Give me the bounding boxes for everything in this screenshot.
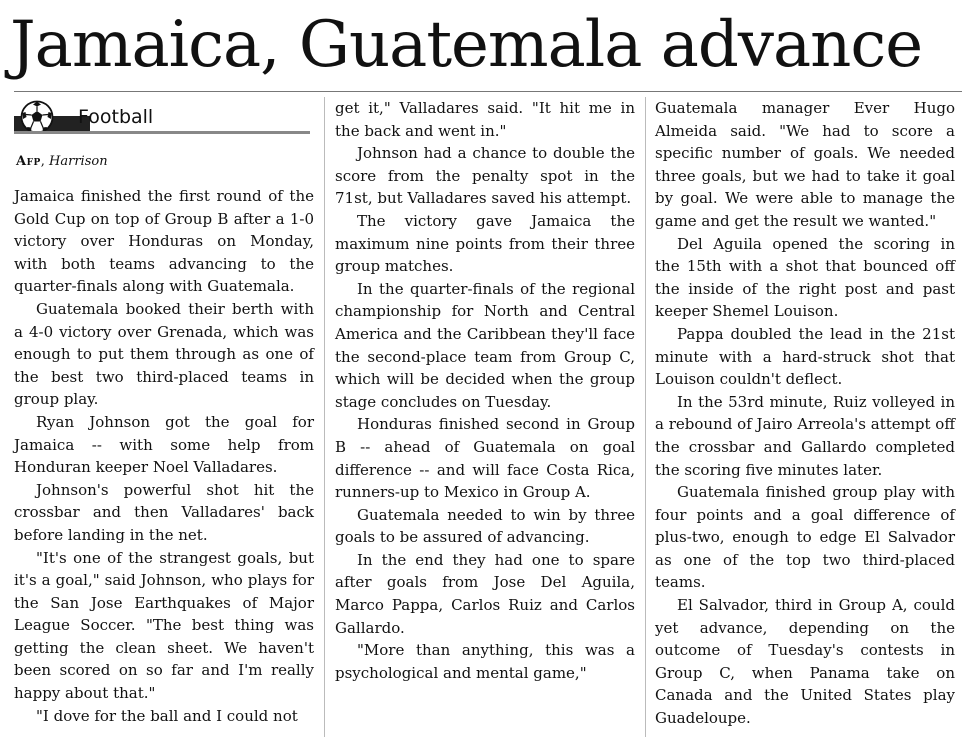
paragraph: In the end they had one to spare after goals from Jose Del Aguila, Marco Pappa, Carlos Ruiz and Carlos Gallardo. bbox=[335, 550, 635, 637]
paragraph: Honduras finished second in Group B -- ahead of Guatemala on goal difference -- and will face Costa Rica, runners-up to Mexico in Group A. bbox=[335, 415, 635, 502]
byline-author: Harrison bbox=[49, 154, 108, 169]
byline-agency: Afp bbox=[16, 154, 41, 169]
paragraph: Guatemala finished group play with four points and a goal difference of plus-two, enough to edge El Salvador as one of the top two third-placed teams. bbox=[655, 483, 955, 592]
section-underline bbox=[14, 131, 310, 134]
article-column-3 bbox=[655, 97, 955, 730]
article-column-2 bbox=[335, 97, 635, 684]
column-divider bbox=[324, 97, 325, 737]
section-header bbox=[14, 100, 310, 134]
paragraph: get it," Valladares said. "It hit me in the back and went in." bbox=[335, 99, 635, 140]
article-column-1 bbox=[14, 185, 314, 727]
paragraph: Del Aguila opened the scoring in the 15th with a shot that bounced off the inside of the right post and past keeper Shemel Louison. bbox=[655, 234, 955, 321]
paragraph: "I dove for the ball and I could not bbox=[36, 706, 298, 725]
paragraph: "It's one of the strangest goals, but it's a goal," said Johnson, who plays for the San Jose Earthquakes of Major League Soccer. "The best thing was getting the clean sheet. We haven't been scored on so far and I'm really happy about that." bbox=[14, 548, 314, 703]
column-divider bbox=[645, 97, 646, 737]
paragraph: Johnson's powerful shot hit the crossbar and then Valladares' back before landing in the net. bbox=[14, 480, 314, 544]
byline: Afp, Harrison bbox=[16, 154, 108, 169]
football-icon bbox=[20, 100, 54, 134]
section-label: Football bbox=[78, 106, 154, 128]
paragraph: "More than anything, this was a psychological and mental game," bbox=[335, 641, 635, 682]
paragraph: In the quarter-finals of the regional championship for North and Central America and the Caribbean they'll face the second-place team from Group C, which will be decided when the group stage concludes on Tuesday. bbox=[335, 279, 635, 411]
paragraph: El Salvador, third in Group A, could yet advance, depending on the outcome of Tuesday's contests in Group C, when Panama take on Canada and the United States play Guadeloupe. bbox=[655, 596, 955, 728]
paragraph: Johnson had a chance to double the score from the penalty spot in the 71st, but Valladares saved his attempt. bbox=[335, 144, 635, 208]
paragraph: The victory gave Jamaica the maximum nine points from their three group matches. bbox=[335, 211, 635, 276]
paragraph: Ryan Johnson got the goal for Jamaica -- with some help from Honduran keeper Noel Valladares. bbox=[14, 412, 314, 477]
paragraph: Guatemala booked their berth with a 4-0 victory over Grenada, which was enough to put them through as one of the best two third-placed teams in group play. bbox=[14, 299, 314, 409]
headline-rule bbox=[14, 91, 962, 92]
paragraph: Guatemala manager Ever Hugo Almeida said. "We had to score a specific number of goals. We needed three goals, but we had to take it goal by goal. We were able to manage the game and get the result we wanted." bbox=[655, 99, 955, 230]
paragraph: Pappa doubled the lead in the 21st minute with a hard-struck shot that Louison couldn't deflect. bbox=[655, 324, 955, 389]
paragraph: In the 53rd minute, Ruiz volleyed in a rebound of Jairo Arreola's attempt off the crossbar and Gallardo completed the scoring five minutes later. bbox=[655, 392, 955, 479]
headline: Jamaica, Guatemala advance bbox=[10, 8, 923, 82]
paragraph: Guatemala needed to win by three goals to be assured of advancing. bbox=[335, 505, 635, 547]
paragraph: Jamaica finished the first round of the Gold Cup on top of Group B after a 1-0 victory over Honduras on Monday, with both teams advancing to the quarter-finals along with Guatemala. bbox=[14, 187, 314, 296]
